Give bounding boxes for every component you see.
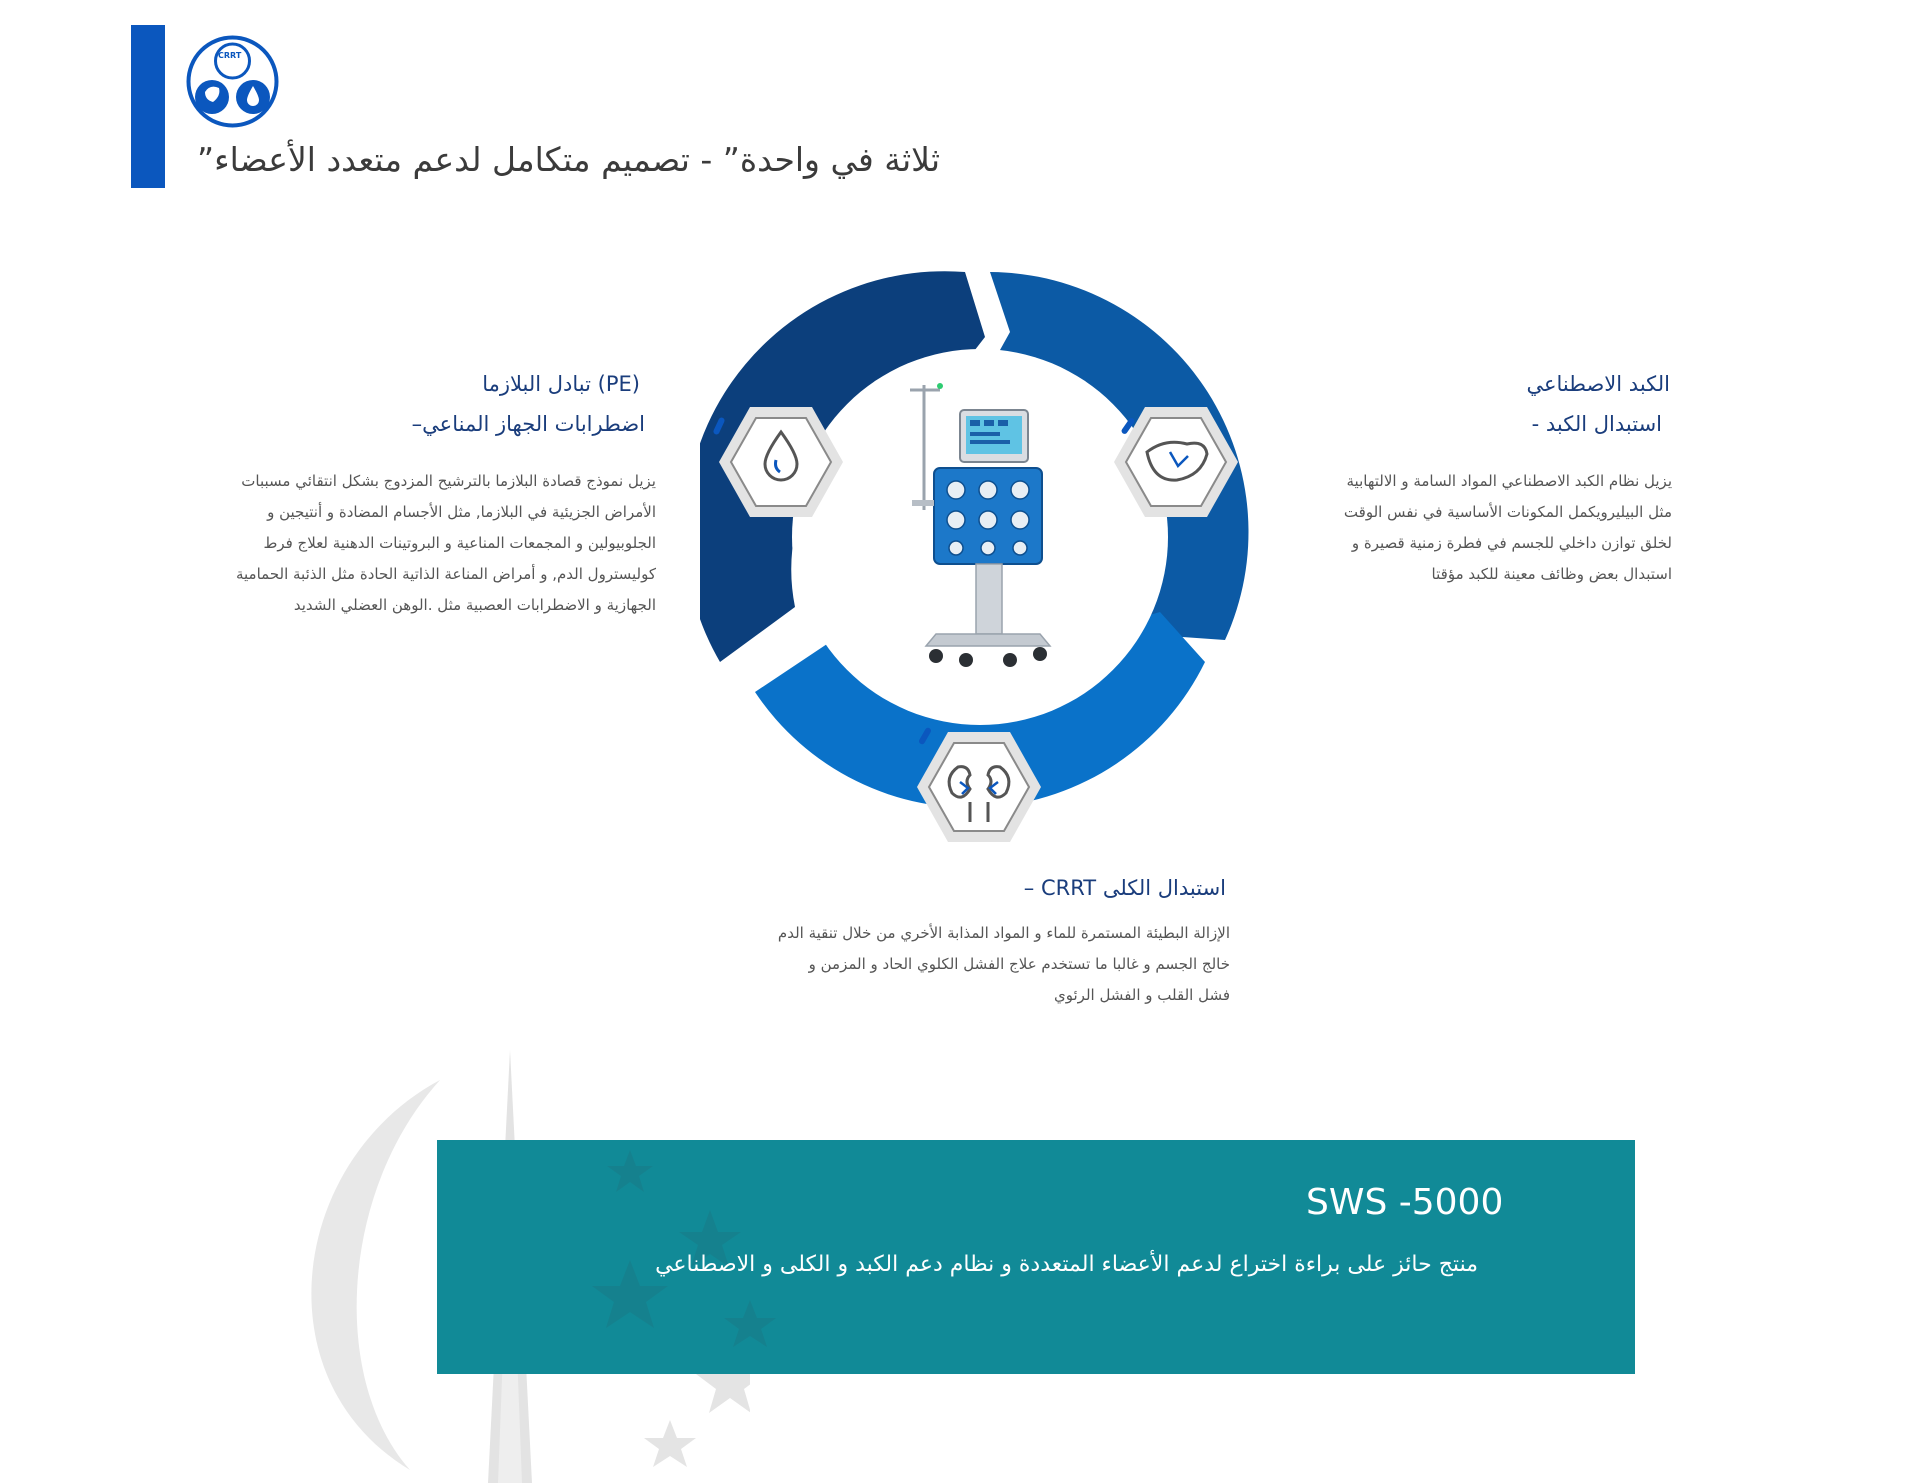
liver-title: الكبد الاصطناعي [1526,372,1670,396]
plasma-subtitle: اضطرابات الجهاز المناعي– [411,412,645,436]
header-accent-bar [131,25,165,188]
liver-subtitle: استبدال الكبد - [1531,412,1662,436]
kidney-description: الإزالة البطيئة المستمرة للماء و المواد المذابة الأخري من خلال تنقية الدم خالج الجسم و غالبا ما تستخدم علاج الفشل الكلوي الحاد و المزمن و فشل القلب و الفشل الرئوي [777,924,1230,1004]
banner-product-name: SWS -5000 [1306,1182,1504,1223]
plasma-description: يزيل نموذج قصادة البلازما بالترشيح المزدوج بشكل انتقائي مسببات الأمراض الجزيئية في البلازما, مثل الأجسام المضادة و أنتيجين و الجلوبيولين و المجمعات المناعية و البروتينات الدهنية لعلاج فرط كوليسترول الدم, و أمراض المناعة الذاتية الحادة مثل الذئبة الحمامية الجهازية و الاضطرابات العصبية مثل .الوهن العضلي الشديد [235,472,656,614]
logo-label: CRRT [218,51,242,60]
dialysis-machine-icon [900,380,1060,670]
banner-description: منتج حائز على براءة اختراع لدعم الأعضاء المتعددة و نظام دعم الكبد و الكلى و الاصطناعي [655,1252,1478,1277]
liver-description: يزيل نظام الكبد الاصطناعي المواد السامة و الالتهابية مثل البيليرويكمل المكونات الأساسية في نفس الوقت لخلق توازن داخلي للجسم في فطرة زمنية قصيرة و استبدال بعض وظائف معينة للكبد مؤقتا [1343,472,1672,583]
crrt-logo-icon [185,34,280,129]
page-title: ثلاثة في واحدة” - تصميم متكامل لدعم متعدد الأعضاء” [196,140,940,179]
plasma-title: (PE) تبادل البلازما [482,372,640,396]
kidney-title: استبدال الكلى CRRT – [1023,876,1226,900]
